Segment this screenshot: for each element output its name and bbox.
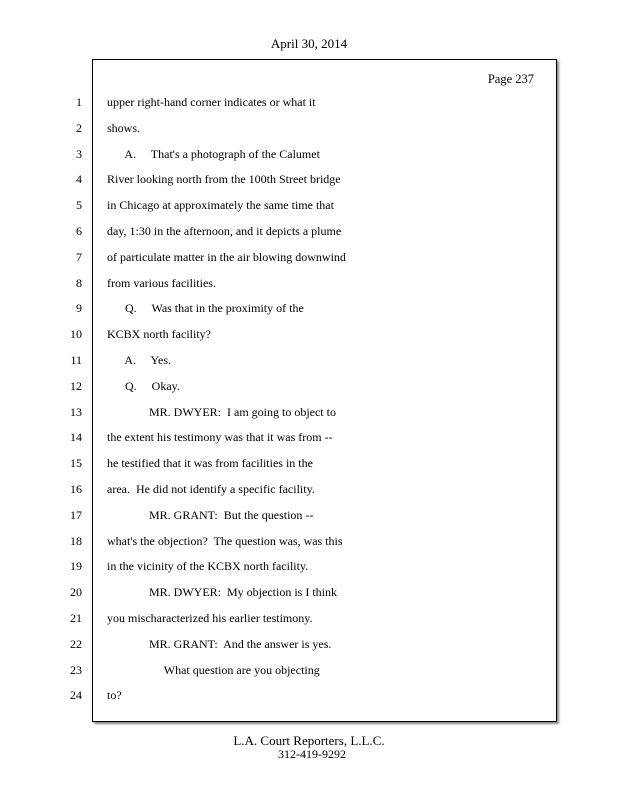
line-number: 21 bbox=[70, 610, 82, 625]
transcript-line: KCBX north facility? bbox=[107, 327, 211, 342]
transcript-line: MR. DWYER: I am going to object to bbox=[107, 404, 336, 419]
line-number: 12 bbox=[70, 378, 82, 393]
transcript-line: to? bbox=[107, 688, 122, 703]
page-number: Page 237 bbox=[487, 72, 534, 86]
footer-phone: 312-419-9292 bbox=[278, 747, 346, 761]
transcript-line: area. He did not identify a specific facility. bbox=[107, 481, 315, 496]
line-number: 7 bbox=[76, 249, 82, 264]
transcript-line: the extent his testimony was that it was from -- bbox=[107, 430, 333, 445]
transcript-line: What question are you objecting bbox=[107, 662, 320, 677]
line-number: 19 bbox=[70, 559, 82, 574]
transcript-line: in Chicago at approximately the same time that bbox=[107, 198, 334, 213]
line-number: 22 bbox=[70, 636, 82, 651]
transcript-line: Q. Was that in the proximity of the bbox=[107, 301, 304, 316]
line-number: 4 bbox=[76, 172, 82, 187]
footer-company: L.A. Court Reporters, L.L.C. bbox=[233, 733, 385, 748]
line-number: 23 bbox=[70, 662, 82, 677]
line-number: 5 bbox=[76, 198, 82, 213]
line-number: 15 bbox=[70, 456, 82, 471]
transcript-line: MR. GRANT: But the question -- bbox=[107, 507, 314, 522]
transcript-line: MR. GRANT: And the answer is yes. bbox=[107, 636, 332, 651]
line-number: 17 bbox=[70, 507, 82, 522]
line-number: 20 bbox=[70, 585, 82, 600]
line-number: 14 bbox=[70, 430, 82, 445]
line-number: 2 bbox=[76, 120, 82, 135]
line-number: 9 bbox=[76, 301, 82, 316]
line-number: 3 bbox=[76, 146, 82, 161]
transcript-line: you mischaracterized his earlier testimony. bbox=[107, 610, 313, 625]
transcript-text bbox=[107, 92, 547, 711]
transcript-line: MR. DWYER: My objection is I think bbox=[107, 585, 337, 600]
transcript-line: A. Yes. bbox=[107, 352, 172, 367]
line-number: 6 bbox=[76, 223, 82, 238]
line-number: 11 bbox=[70, 352, 82, 367]
transcript-line: of particulate matter in the air blowing downwind bbox=[107, 249, 346, 264]
line-number: 13 bbox=[70, 404, 82, 419]
transcript-line: Q. Okay. bbox=[107, 378, 180, 393]
transcript-line: upper right-hand corner indicates or what it bbox=[107, 95, 316, 109]
line-number: 24 bbox=[70, 688, 82, 703]
line-number: 16 bbox=[70, 481, 82, 496]
line-number: 10 bbox=[70, 327, 82, 342]
transcript-line: day, 1:30 in the afternoon, and it depicts a plume bbox=[107, 223, 342, 238]
transcript-line: he testified that it was from facilities in the bbox=[107, 456, 313, 471]
transcript-line: River looking north from the 100th Street bridge bbox=[107, 172, 341, 187]
header-date: April 30, 2014 bbox=[270, 36, 348, 51]
transcript-line: shows. bbox=[107, 120, 141, 135]
line-number: 8 bbox=[76, 275, 82, 290]
transcript-line: from various facilities. bbox=[107, 275, 216, 290]
line-number: 1 bbox=[76, 95, 82, 109]
transcript-line: in the vicinity of the KCBX north facility. bbox=[107, 559, 309, 574]
transcript-line: what's the objection? The question was, was this bbox=[107, 533, 343, 548]
line-numbers-column bbox=[52, 92, 82, 711]
transcript-line: A. That's a photograph of the Calumet bbox=[107, 146, 320, 161]
line-number: 18 bbox=[70, 533, 82, 548]
